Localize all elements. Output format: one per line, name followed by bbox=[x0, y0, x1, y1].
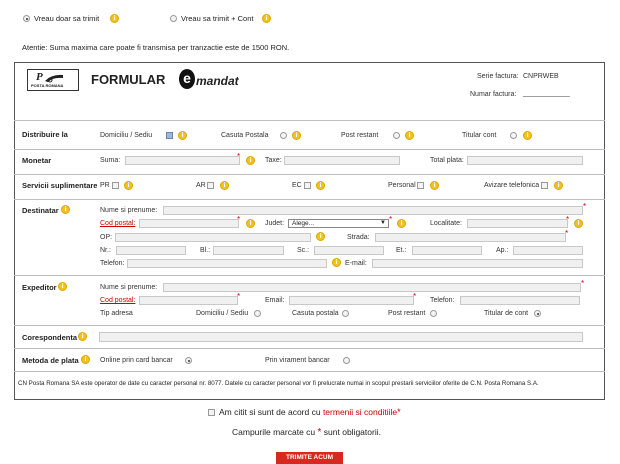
sender-phone-label: Telefon: bbox=[430, 297, 455, 304]
recipient-email-label: E-mail: bbox=[345, 260, 367, 267]
info-icon[interactable]: i bbox=[405, 131, 414, 140]
info-icon[interactable]: i bbox=[124, 181, 133, 190]
serie-label: Serie factura: bbox=[477, 73, 519, 80]
required-note-after: sunt obligatorii. bbox=[321, 427, 381, 437]
recipient-name-input[interactable] bbox=[163, 206, 583, 215]
address-type-label: Tip adresa bbox=[100, 310, 133, 317]
street-input[interactable] bbox=[375, 233, 566, 242]
info-icon[interactable]: i bbox=[316, 232, 325, 241]
stair-input[interactable] bbox=[314, 246, 384, 255]
phone-notice-checkbox[interactable] bbox=[541, 182, 548, 189]
info-icon[interactable]: i bbox=[81, 355, 90, 364]
street-label: Strada: bbox=[347, 234, 370, 241]
chevron-down-icon: ▼ bbox=[380, 220, 386, 226]
info-icon[interactable]: i bbox=[262, 14, 271, 23]
submit-button[interactable]: TRIMITE ACUM bbox=[276, 452, 343, 464]
sender-pobox-radio[interactable] bbox=[342, 310, 349, 317]
distribution-pobox-radio[interactable] bbox=[280, 132, 287, 139]
amount-input[interactable] bbox=[125, 156, 240, 165]
required-note-before: Campurile marcate cu bbox=[232, 427, 318, 437]
only-send-label: Vreau doar sa trimit bbox=[34, 14, 100, 23]
payment-method-section-title: Metoda de plata bbox=[22, 356, 79, 365]
sender-account-holder-radio[interactable] bbox=[534, 310, 541, 317]
correspondence-input[interactable] bbox=[99, 332, 583, 342]
horn-icon bbox=[44, 70, 64, 80]
send-and-account-radio[interactable] bbox=[170, 15, 177, 22]
block-input[interactable] bbox=[213, 246, 284, 255]
ec-checkbox[interactable] bbox=[304, 182, 311, 189]
pr-label: PR bbox=[100, 182, 110, 189]
info-icon[interactable]: i bbox=[523, 131, 532, 140]
info-icon[interactable]: i bbox=[430, 181, 439, 190]
form-title: FORMULAR bbox=[91, 72, 166, 87]
distribution-home-label: Domiciliu / Sediu bbox=[100, 132, 153, 139]
county-select-value: Alege... bbox=[292, 220, 315, 227]
ar-label: AR bbox=[196, 182, 206, 189]
info-icon[interactable]: i bbox=[397, 219, 406, 228]
send-and-account-label: Vreau sa trimit + Cont bbox=[181, 14, 254, 23]
terms-checkbox[interactable] bbox=[208, 409, 215, 416]
required-fields-note: Campurile marcate cu * sunt obligatorii. bbox=[232, 427, 381, 438]
distribution-poste-restante-radio[interactable] bbox=[393, 132, 400, 139]
sender-home-radio[interactable] bbox=[254, 310, 261, 317]
card-payment-radio[interactable] bbox=[185, 357, 192, 364]
info-icon[interactable]: i bbox=[61, 205, 70, 214]
serie-value: CNPRWEB bbox=[523, 73, 559, 80]
post-office-input[interactable] bbox=[115, 233, 311, 242]
ar-checkbox[interactable] bbox=[207, 182, 214, 189]
distribution-pobox-label: Casuta Postala bbox=[221, 132, 269, 139]
form-frame bbox=[14, 62, 605, 400]
sender-section-title: Expeditor bbox=[22, 283, 57, 292]
emandat-e-logo: e bbox=[179, 69, 195, 89]
floor-label: Et.: bbox=[396, 247, 407, 254]
extra-services-section-title: Servicii suplimentare bbox=[22, 181, 98, 190]
recipient-phone-input[interactable] bbox=[127, 259, 327, 268]
stair-label: Sc.: bbox=[297, 247, 310, 254]
amount-label: Suma: bbox=[100, 157, 121, 164]
info-icon[interactable]: i bbox=[178, 131, 187, 140]
sender-poste-restante-radio[interactable] bbox=[430, 310, 437, 317]
pr-checkbox[interactable] bbox=[112, 182, 119, 189]
info-icon[interactable]: i bbox=[292, 131, 301, 140]
only-send-radio[interactable] bbox=[23, 15, 30, 22]
sender-pobox-label: Casuta postala bbox=[292, 310, 339, 317]
correspondence-section-title: Corespondenta bbox=[22, 333, 78, 342]
sender-name-label: Nume si prenume: bbox=[100, 284, 158, 291]
sender-postal-code-input[interactable] bbox=[139, 296, 238, 305]
numar-label: Numar factura: bbox=[470, 91, 517, 98]
recipient-postal-code-input[interactable] bbox=[139, 219, 239, 228]
distribution-section-title: Distribuire la bbox=[22, 130, 68, 139]
distribution-account-holder-radio[interactable] bbox=[510, 132, 517, 139]
fees-label: Taxe: bbox=[265, 157, 282, 164]
distribution-home-radio[interactable] bbox=[166, 132, 173, 139]
bank-transfer-label: Prin virament bancar bbox=[265, 357, 330, 364]
sender-account-holder-label: Titular de cont bbox=[484, 310, 529, 317]
info-icon[interactable]: i bbox=[574, 219, 583, 228]
recipient-postal-code-link[interactable]: Cod postal: bbox=[100, 220, 136, 227]
posta-romana-logo: P POSTA ROMANA bbox=[27, 69, 79, 91]
fees-input[interactable] bbox=[284, 156, 400, 165]
block-label: Bl.: bbox=[200, 247, 211, 254]
terms-statement: Am citit si sunt de acord cu termenii si conditiile* bbox=[219, 407, 401, 417]
post-office-label: OP: bbox=[100, 234, 113, 241]
sender-poste-restante-label: Post restant bbox=[388, 310, 426, 317]
locality-label: Localitate: bbox=[430, 220, 462, 227]
emandat-logo: mandat bbox=[196, 74, 239, 88]
county-select[interactable] bbox=[288, 219, 389, 228]
info-icon[interactable]: i bbox=[58, 282, 67, 291]
info-icon[interactable]: i bbox=[110, 14, 119, 23]
recipient-section-title: Destinatar bbox=[22, 206, 59, 215]
sender-phone-input[interactable] bbox=[460, 296, 580, 305]
personal-checkbox[interactable] bbox=[417, 182, 424, 189]
info-icon[interactable]: i bbox=[246, 219, 255, 228]
info-icon[interactable]: i bbox=[246, 156, 255, 165]
ec-label: EC bbox=[292, 182, 302, 189]
total-label: Total plata: bbox=[430, 157, 464, 164]
number-input[interactable] bbox=[116, 246, 186, 255]
sender-email-input[interactable] bbox=[289, 296, 414, 305]
recipient-phone-label: Telefon: bbox=[100, 260, 125, 267]
apartment-label: Ap.: bbox=[496, 247, 509, 254]
locality-input[interactable] bbox=[467, 219, 568, 228]
county-label: Judet: bbox=[265, 220, 285, 227]
distribution-poste-restante-label: Post restant bbox=[341, 132, 379, 139]
monetary-section-title: Monetar bbox=[22, 156, 52, 165]
recipient-email-input[interactable] bbox=[372, 259, 583, 268]
total-input[interactable] bbox=[467, 156, 583, 165]
bank-transfer-radio[interactable] bbox=[343, 357, 350, 364]
phone-notice-label: Avizare telefonica bbox=[484, 182, 540, 189]
info-icon[interactable]: i bbox=[332, 258, 341, 267]
info-icon[interactable]: i bbox=[220, 181, 229, 190]
sender-name-input[interactable] bbox=[163, 283, 581, 292]
info-icon[interactable]: i bbox=[554, 181, 563, 190]
apartment-input[interactable] bbox=[513, 246, 583, 255]
sender-postal-code-link[interactable]: Cod postal: bbox=[100, 297, 136, 304]
card-payment-label: Online prin card bancar bbox=[100, 357, 173, 364]
info-icon[interactable]: i bbox=[316, 181, 325, 190]
terms-link[interactable]: termenii si conditiile bbox=[322, 407, 398, 417]
terms-text: Am citit si sunt de acord cu bbox=[219, 407, 323, 417]
numar-value: ____________ bbox=[523, 90, 570, 97]
data-protection-disclaimer: CN Posta Romana SA este operator de date cu caracter personal nr. 8077. Datele cu caracter personal vor fi prelucrate numai in scopul prestarii serviciilor oferite de C.N. Posta Romana S.A. bbox=[18, 380, 539, 387]
recipient-name-label: Nume si prenume: bbox=[100, 207, 158, 214]
distribution-account-holder-label: Titular cont bbox=[462, 132, 497, 139]
personal-label: Personal bbox=[388, 182, 416, 189]
logo-text: POSTA ROMANA bbox=[31, 83, 64, 88]
max-amount-notice: Atentie: Suma maxima care poate fi transmisa per tranzactie este de 1500 RON. bbox=[22, 43, 290, 52]
info-icon[interactable]: i bbox=[78, 332, 87, 341]
sender-email-label: Email: bbox=[265, 297, 285, 304]
sender-home-label: Domiciliu / Sediu bbox=[196, 310, 249, 317]
number-label: Nr.: bbox=[100, 247, 111, 254]
floor-input[interactable] bbox=[412, 246, 482, 255]
